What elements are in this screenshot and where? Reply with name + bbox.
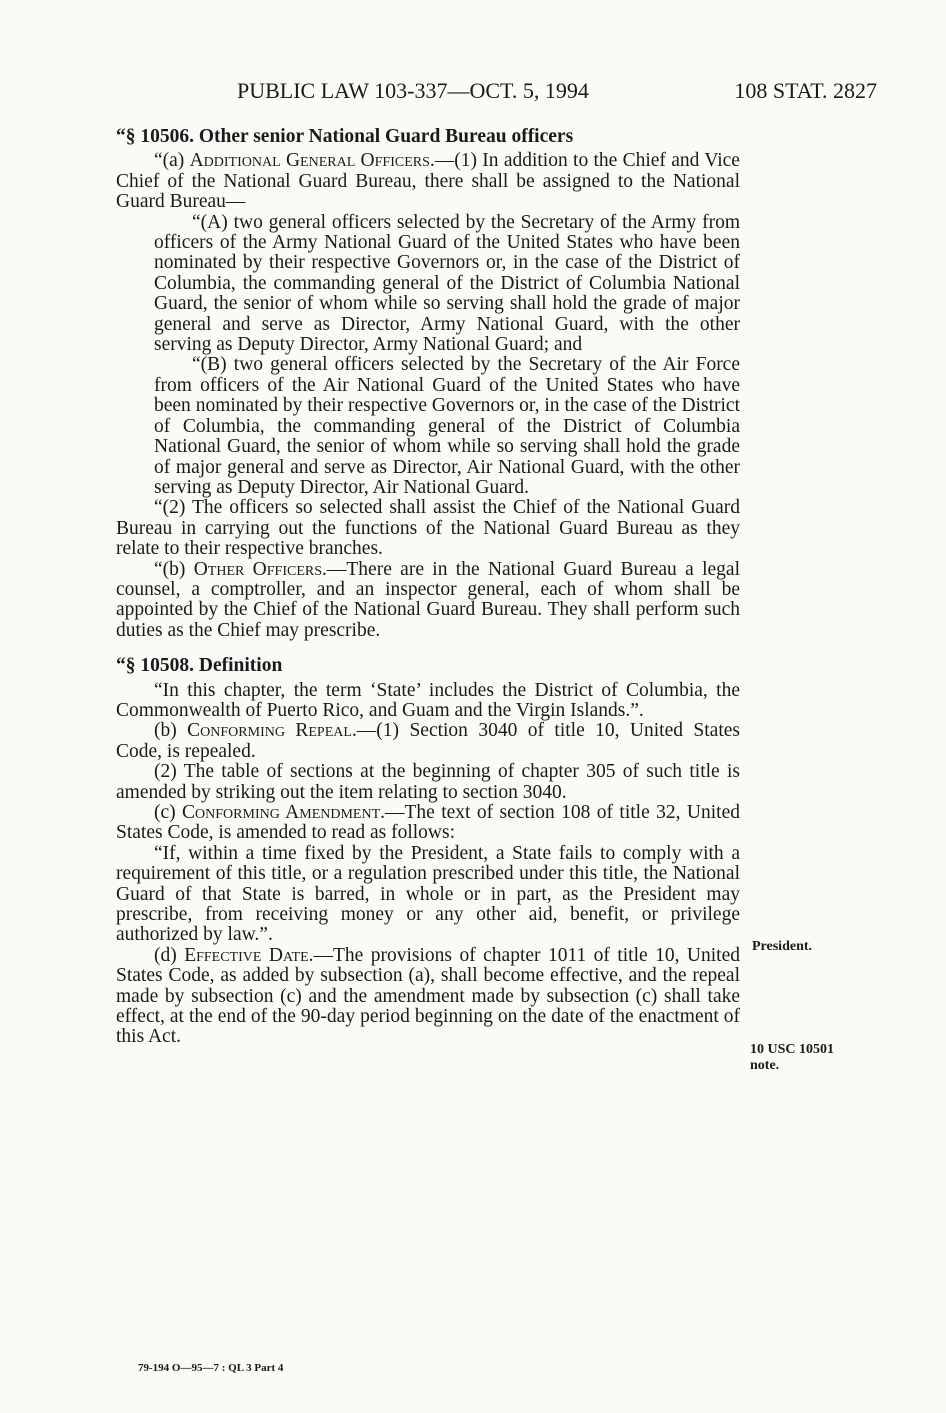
header-law-citation: PUBLIC LAW 103-337—OCT. 5, 1994: [237, 78, 589, 103]
section-10508-title: “§ 10508. Definition: [116, 655, 283, 677]
section-10506-title: “§ 10506. Other senior National Guard Bureau officers: [116, 126, 574, 147]
subsection-a: “(a) Additional General Officers.—(1) In addition to the Chief and Vice Chief of the National Guard Bureau, there shall be assigned to the National Guard Bureau—: [116, 150, 740, 213]
page-footer: 79-194 O—95—7 : QL 3 Part 4: [138, 1362, 284, 1374]
conforming-repeal-p2: (2) The table of sections at the beginning of chapter 305 of such title is amended by striking out the item relating to section 3040.: [116, 761, 740, 803]
paragraph-B: “(B) two general officers selected by the Secretary of the Air Force from officers of the Air National Guard of the United States who have been nominated by their respective Governors or, in the case of the District of Columbia, the commanding general of the District of Columbia National Guard, the senior of whom while so serving shall hold the grade of major general and serve as Director, Air National Guard, with the other serving as Deputy Director, Air National Guard.: [154, 354, 740, 498]
margin-note-usc: 10 USC 10501 note.: [750, 1042, 835, 1073]
conforming-repeal-heading: Conforming Repeal: [187, 720, 352, 742]
page-header: [237, 78, 877, 108]
conforming-repeal: (b) Conforming Repeal.—(1) Section 3040 of title 10, United States Code, is repealed.: [116, 720, 740, 762]
conforming-amendment-quote: “If, within a time fixed by the President, a State fails to comply with a requirement of this title, or a regulation prescribed under this title, the National Guard of that State is barred, in whole or in part, as the President may prescribe, from receiving money or any other aid, benefit, or privilege authorized by law.”.: [116, 842, 740, 946]
conforming-amendment-heading: Conforming Amendment: [182, 802, 381, 823]
section-10508-text: “In this chapter, the term ‘State’ includes the District of Columbia, the Commonwealth of Puerto Rico, and Guam and the Virgin Islands.”.: [116, 679, 740, 721]
conforming-amendment: (c) Conforming Amendment.—The text of section 108 of title 32, United States Code, is amended to read as follows:: [116, 802, 740, 844]
effective-date: (d) Effective Date.—The provisions of chapter 1011 of title 10, United States Code, as added by subsection (a), shall become effective, and the repeal made by subsection (c) and the amendment made by subsection (c) shall take effect, at the end of the 90-day period beginning on the date of the enactment of this Act.: [116, 944, 740, 1048]
header-stat-citation: 108 STAT. 2827: [734, 78, 877, 103]
effective-date-heading: Effective Date: [184, 944, 309, 966]
margin-note-president: President.: [752, 939, 813, 954]
subsection-a-heading: Additional General Officers: [189, 150, 430, 172]
paragraph-a2: “(2) The officers so selected shall assist the Chief of the National Guard Bureau in carrying out the functions of the National Guard Bureau as they relate to their respective branches.: [116, 497, 740, 560]
body-text: [116, 127, 740, 1048]
subsection-b-heading: Other Officers: [193, 558, 323, 580]
subsection-b: “(b) Other Officers.—There are in the National Guard Bureau a legal counsel, a comptroller, and an inspector general, each of whom shall be appointed by the Chief of the National Guard Bureau. They shall perform such duties as the Chief may prescribe.: [116, 558, 740, 641]
paragraph-A: “(A) two general officers selected by the Secretary of the Army from officers of the Army National Guard of the United States who have been nominated by their respective Governors or, in the case of the District of Columbia, the commanding general of the District of Columbia National Guard, the senior of whom while so serving shall hold the grade of major general and serve as Director, Army National Guard, with the other serving as Deputy Director, Army National Guard; and: [154, 211, 740, 356]
